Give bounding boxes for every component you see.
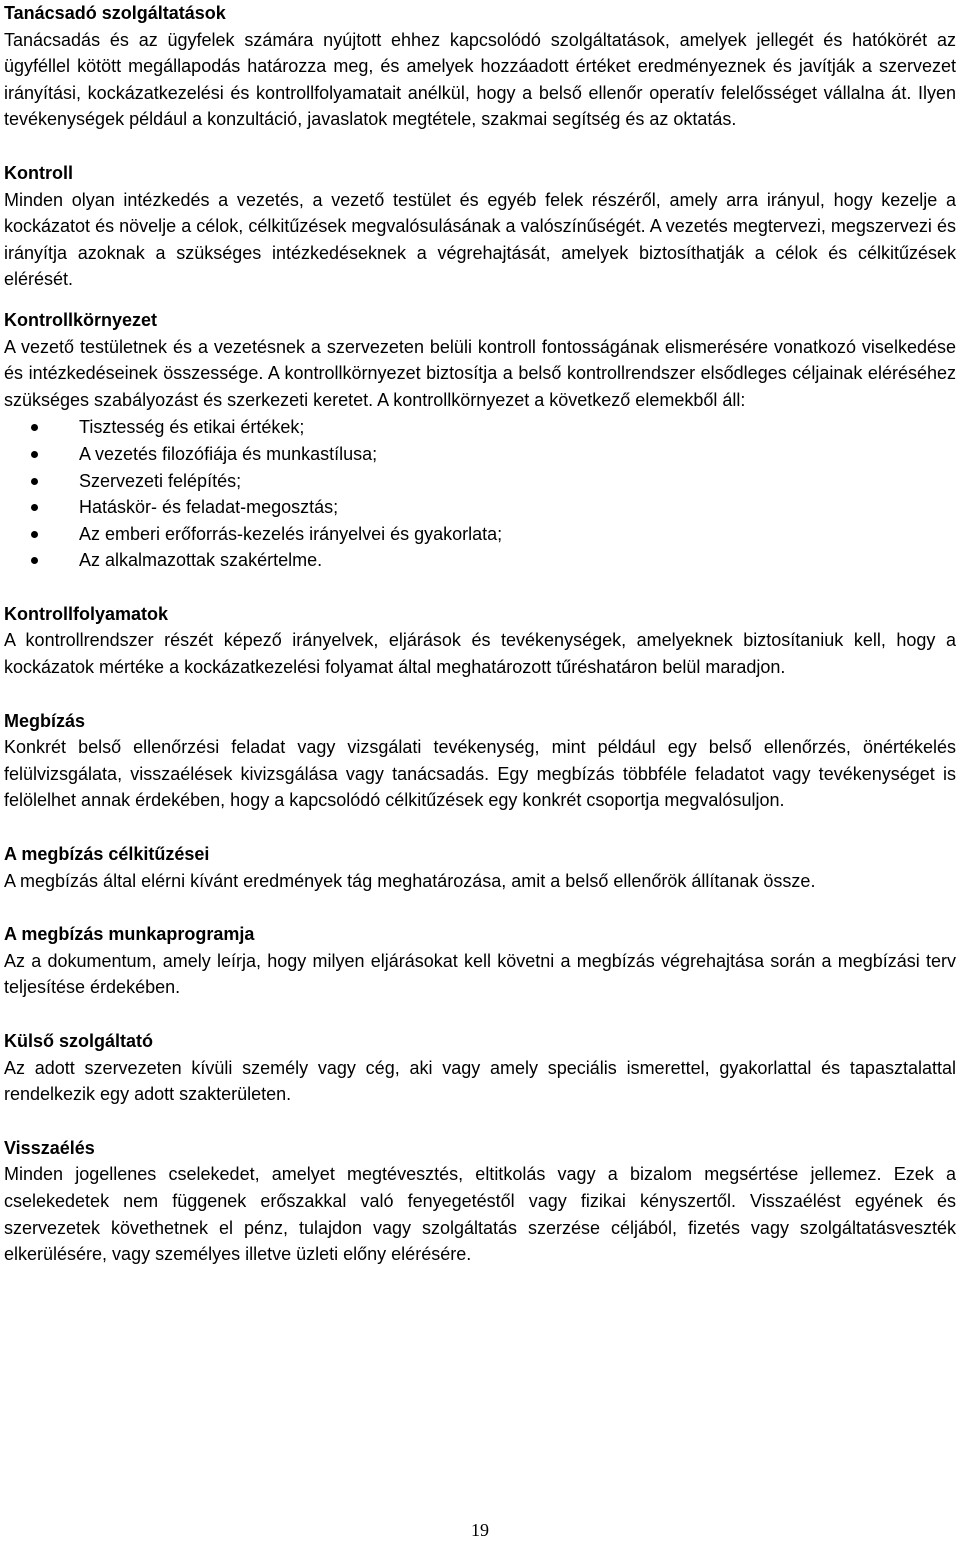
bullet-icon: [31, 478, 38, 485]
list-item: Az alkalmazottak szakértelme.: [4, 547, 956, 574]
bullet-icon: [31, 504, 38, 511]
definition-section: [4, 601, 956, 681]
term-heading: Kontrollkörnyezet: [4, 309, 158, 330]
term-definition: Minden olyan intézkedés a vezetés, a vezető testület és egyéb felek részéről, amely arra irányul, hogy kezelje a kockázatot és növelje a célok, célkitűzések megvalósulásának a valószínűségét. A vezetés megtervezi, megszervezi és irányítja azoknak a szükséges intézkedéseknek a végrehajtását, amelyek biztosíthatják a célok és célkitűzések elérését.: [4, 189, 956, 290]
bullet-icon: [31, 557, 38, 564]
definition-section: [4, 307, 956, 574]
term-definition: Minden jogellenes cselekedet, amelyet megtévesztés, eltitkolás vagy a bizalom megsértése jellemez. Ezek a cselekedetek nem függenek erőszakkal való fenyegetéstől vagy fizikai kényszertől. Visszaélést egyének és szervezetek követhetnek el pénz, tulajdon vagy szolgáltatás szerzése céljából, fizetés vagy szolgáltatásveszték elkerülésére, vagy személyes illetve üzleti előny elérésére.: [4, 1164, 956, 1265]
definition-section: [4, 1135, 956, 1268]
term-definition: Az a dokumentum, amely leírja, hogy milyen eljárásokat kell követni a megbízás végrehajtása során a megbízási terv teljesítése érdekében.: [4, 950, 956, 998]
list-item: A vezetés filozófiája és munkastílusa;: [4, 441, 956, 468]
term-heading: Visszaélés: [4, 1137, 95, 1158]
term-definition: Tanácsadás és az ügyfelek számára nyújtott ehhez kapcsolódó szolgáltatások, amelyek jellegét és hatókörét az ügyféllel kötött megállapodás határozza meg, és amelyek hozzáadott értéket eredményeznek és javítják a szervezet irányítási, kockázatkezelési és kontrollfolyamatait anélkül, hogy a belső ellenőr operatív felelősséget vállalna át. Ilyen tevékenységek például a konzultáció, javaslatok megtétele, szakmai segítség és az oktatás.: [4, 29, 956, 130]
term-heading: Megbízás: [4, 710, 86, 731]
document-page: [4, 0, 956, 1268]
term-heading: Tanácsadó szolgáltatások: [4, 3, 226, 23]
list-item: Szervezeti felépítés;: [4, 468, 956, 495]
term-definition: A kontrollrendszer részét képező irányelvek, eljárások és tevékenységek, amelyeknek biztosítaniuk kell, hogy a kockázatok mértéke a kockázatkezelési folyamat által meghatározott tűréshatáron belül maradjon.: [4, 630, 956, 678]
definition-section: [4, 921, 956, 1001]
term-heading: Kontrollfolyamatok: [4, 603, 169, 624]
term-definition: A megbízás által elérni kívánt eredmények tág meghatározása, amit a belső ellenőrök állítanak össze.: [4, 870, 816, 891]
page-number: 19: [471, 1520, 489, 1540]
bullet-icon: [31, 531, 38, 538]
term-heading: Kontroll: [4, 162, 73, 183]
definition-section: [4, 0, 956, 133]
term-heading: A megbízás célkitűzései: [4, 844, 210, 865]
definition-section: [4, 160, 956, 293]
definition-section: [4, 841, 956, 894]
bullet-icon: [31, 424, 38, 431]
definition-section: [4, 708, 956, 814]
list-item: Tisztesség és etikai értékek;: [4, 414, 956, 441]
term-heading: A megbízás munkaprogramja: [4, 924, 255, 945]
term-definition: Az adott szervezeten kívüli személy vagy cég, aki vagy amely speciális ismerettel, gyakorlattal és tapasztalattal rendelkezik egy adott szakterületen.: [4, 1057, 956, 1105]
bullet-icon: [31, 451, 38, 458]
term-heading: Külső szolgáltató: [4, 1031, 154, 1051]
list-item: Hatáskör- és feladat-megosztás;: [4, 494, 956, 521]
definition-section: [4, 1028, 956, 1108]
list-item: Az emberi erőforrás-kezelés irányelvei és gyakorlata;: [4, 521, 956, 548]
term-definition: A vezető testületnek és a vezetésnek a szervezeten belüli kontroll fontosságának elismerésére vonatkozó viselkedése és intézkedéseinek összessége. A kontrollkörnyezet biztosítja a belső kontrollrendszer elsődleges céljainak eléréséhez szükséges szabályozást és szerkezeti keretet. A kontrollkörnyezet a következő elemekből áll:: [4, 336, 956, 410]
term-definition: Konkrét belső ellenőrzési feladat vagy vizsgálati tevékenység, mint például egy belső ellenőrzés, önértékelés felülvizsgálata, visszaélések kivizsgálása vagy tanácsadás. Egy megbízás többféle feladatot vagy tevékenységet is felölelhet annak érdekében, hogy a kapcsolódó célkitűzések egy konkrét csoportja megvalósuljon.: [4, 737, 956, 811]
element-list: [4, 414, 956, 574]
